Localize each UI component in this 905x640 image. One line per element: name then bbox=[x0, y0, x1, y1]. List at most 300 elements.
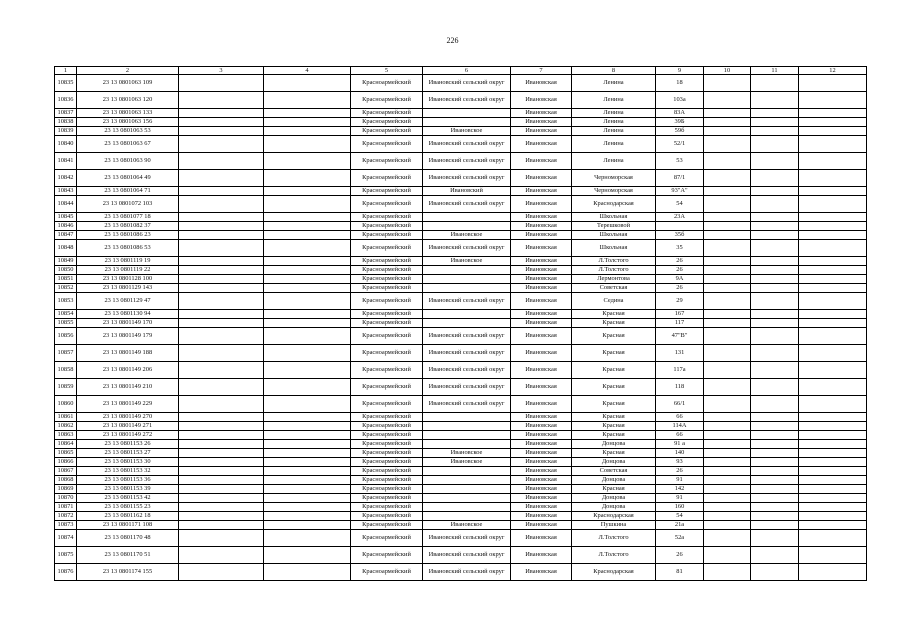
empty-cell bbox=[799, 293, 867, 310]
empty-cell bbox=[751, 431, 799, 440]
village-cell: Ивановская bbox=[511, 75, 572, 92]
table-row bbox=[55, 153, 867, 170]
empty-cell bbox=[179, 413, 264, 422]
empty-cell bbox=[704, 345, 751, 362]
empty-cell bbox=[264, 503, 351, 512]
house-number-cell: 117а bbox=[656, 362, 704, 379]
empty-cell bbox=[799, 422, 867, 431]
village-cell: Ивановская bbox=[511, 222, 572, 231]
record-number-cell: 10850 bbox=[55, 266, 77, 275]
empty-cell bbox=[799, 266, 867, 275]
empty-cell bbox=[264, 345, 351, 362]
village-cell: Ивановская bbox=[511, 449, 572, 458]
empty-cell bbox=[704, 275, 751, 284]
table-row bbox=[55, 319, 867, 328]
empty-cell bbox=[179, 222, 264, 231]
cadastral-number-cell: 23 13 0801162 18 bbox=[77, 512, 179, 521]
registry-table bbox=[54, 66, 867, 581]
table-row bbox=[55, 449, 867, 458]
table-row bbox=[55, 136, 867, 153]
empty-cell bbox=[751, 170, 799, 187]
empty-cell bbox=[704, 328, 751, 345]
record-number-cell: 10838 bbox=[55, 118, 77, 127]
record-number-cell: 10844 bbox=[55, 196, 77, 213]
village-cell: Ивановская bbox=[511, 345, 572, 362]
empty-cell bbox=[751, 293, 799, 310]
district-cell: Красноармейский bbox=[351, 222, 423, 231]
district-cell: Красноармейский bbox=[351, 422, 423, 431]
village-cell: Ивановская bbox=[511, 257, 572, 266]
village-cell: Ивановская bbox=[511, 422, 572, 431]
village-cell: Ивановская bbox=[511, 153, 572, 170]
settlement-cell bbox=[423, 222, 511, 231]
district-cell: Красноармейский bbox=[351, 345, 423, 362]
house-number-cell: 59б bbox=[656, 127, 704, 136]
empty-cell bbox=[179, 564, 264, 581]
column-header: 1 bbox=[55, 67, 77, 75]
empty-cell bbox=[704, 284, 751, 293]
settlement-cell: Ивановский сельский округ bbox=[423, 564, 511, 581]
empty-cell bbox=[751, 75, 799, 92]
village-cell: Ивановская bbox=[511, 284, 572, 293]
empty-cell bbox=[179, 431, 264, 440]
village-cell: Ивановская bbox=[511, 266, 572, 275]
district-cell: Красноармейский bbox=[351, 75, 423, 92]
cadastral-number-cell: 23 13 0801128 100 bbox=[77, 275, 179, 284]
district-cell: Красноармейский bbox=[351, 293, 423, 310]
empty-cell bbox=[704, 109, 751, 118]
table-row bbox=[55, 257, 867, 266]
table-row bbox=[55, 530, 867, 547]
empty-cell bbox=[751, 196, 799, 213]
empty-cell bbox=[264, 379, 351, 396]
street-cell: Черноморская bbox=[572, 187, 656, 196]
empty-cell bbox=[704, 413, 751, 422]
village-cell: Ивановская bbox=[511, 362, 572, 379]
house-number-cell: 9А bbox=[656, 275, 704, 284]
settlement-cell: Ивановский сельский округ bbox=[423, 362, 511, 379]
table-row bbox=[55, 293, 867, 310]
empty-cell bbox=[264, 213, 351, 222]
empty-cell bbox=[799, 328, 867, 345]
house-number-cell: 54 bbox=[656, 196, 704, 213]
house-number-cell: 131 bbox=[656, 345, 704, 362]
cadastral-number-cell: 23 13 0801063 120 bbox=[77, 92, 179, 109]
empty-cell bbox=[179, 345, 264, 362]
empty-cell bbox=[704, 266, 751, 275]
empty-cell bbox=[179, 196, 264, 213]
column-header: 9 bbox=[656, 67, 704, 75]
empty-cell bbox=[264, 153, 351, 170]
empty-cell bbox=[179, 75, 264, 92]
empty-cell bbox=[751, 310, 799, 319]
street-cell: Красная bbox=[572, 319, 656, 328]
empty-cell bbox=[179, 485, 264, 494]
village-cell: Ивановская bbox=[511, 213, 572, 222]
village-cell: Ивановская bbox=[511, 328, 572, 345]
street-cell: Красная bbox=[572, 422, 656, 431]
table-row bbox=[55, 476, 867, 485]
cadastral-number-cell: 23 13 0801153 27 bbox=[77, 449, 179, 458]
column-header: 4 bbox=[264, 67, 351, 75]
table-row bbox=[55, 213, 867, 222]
table-row bbox=[55, 362, 867, 379]
district-cell: Красноармейский bbox=[351, 449, 423, 458]
house-number-cell: 87/1 bbox=[656, 170, 704, 187]
house-number-cell: 66 bbox=[656, 413, 704, 422]
house-number-cell: 118 bbox=[656, 379, 704, 396]
table-row bbox=[55, 431, 867, 440]
record-number-cell: 10856 bbox=[55, 328, 77, 345]
street-cell: Донцова bbox=[572, 494, 656, 503]
empty-cell bbox=[704, 440, 751, 449]
column-header: 12 bbox=[799, 67, 867, 75]
village-cell: Ивановская bbox=[511, 240, 572, 257]
settlement-cell: Ивановский сельский округ bbox=[423, 153, 511, 170]
empty-cell bbox=[704, 75, 751, 92]
settlement-cell bbox=[423, 284, 511, 293]
table-row bbox=[55, 310, 867, 319]
empty-cell bbox=[751, 476, 799, 485]
empty-cell bbox=[704, 379, 751, 396]
cadastral-number-cell: 23 13 0801149 170 bbox=[77, 319, 179, 328]
house-number-cell: 91 bbox=[656, 476, 704, 485]
empty-cell bbox=[751, 413, 799, 422]
empty-cell bbox=[179, 266, 264, 275]
table-row bbox=[55, 494, 867, 503]
record-number-cell: 10842 bbox=[55, 170, 77, 187]
table-row bbox=[55, 328, 867, 345]
empty-cell bbox=[751, 458, 799, 467]
cadastral-number-cell: 23 13 0801171 108 bbox=[77, 521, 179, 530]
house-number-cell: 66 bbox=[656, 431, 704, 440]
record-number-cell: 10852 bbox=[55, 284, 77, 293]
settlement-cell bbox=[423, 109, 511, 118]
empty-cell bbox=[799, 92, 867, 109]
settlement-cell bbox=[423, 310, 511, 319]
record-number-cell: 10849 bbox=[55, 257, 77, 266]
empty-cell bbox=[704, 547, 751, 564]
record-number-cell: 10875 bbox=[55, 547, 77, 564]
empty-cell bbox=[751, 512, 799, 521]
empty-cell bbox=[751, 213, 799, 222]
empty-cell bbox=[179, 127, 264, 136]
column-header: 2 bbox=[77, 67, 179, 75]
street-cell: Л.Толстого bbox=[572, 547, 656, 564]
street-cell: Ленина bbox=[572, 92, 656, 109]
table-row bbox=[55, 187, 867, 196]
settlement-cell bbox=[423, 413, 511, 422]
village-cell: Ивановская bbox=[511, 275, 572, 284]
record-number-cell: 10847 bbox=[55, 231, 77, 240]
settlement-cell: Ивановский сельский округ bbox=[423, 345, 511, 362]
table-row bbox=[55, 266, 867, 275]
record-number-cell: 10839 bbox=[55, 127, 77, 136]
district-cell: Красноармейский bbox=[351, 494, 423, 503]
cadastral-number-cell: 23 13 0801149 229 bbox=[77, 396, 179, 413]
house-number-cell: 26 bbox=[656, 284, 704, 293]
empty-cell bbox=[179, 293, 264, 310]
district-cell: Красноармейский bbox=[351, 512, 423, 521]
cadastral-number-cell: 23 13 0801149 179 bbox=[77, 328, 179, 345]
settlement-cell bbox=[423, 476, 511, 485]
cadastral-number-cell: 23 13 0801063 67 bbox=[77, 136, 179, 153]
table-row bbox=[55, 127, 867, 136]
cadastral-number-cell: 23 13 0801149 210 bbox=[77, 379, 179, 396]
record-number-cell: 10853 bbox=[55, 293, 77, 310]
empty-cell bbox=[179, 257, 264, 266]
village-cell: Ивановская bbox=[511, 494, 572, 503]
empty-cell bbox=[799, 213, 867, 222]
village-cell: Ивановская bbox=[511, 170, 572, 187]
empty-cell bbox=[751, 222, 799, 231]
village-cell: Ивановская bbox=[511, 379, 572, 396]
empty-cell bbox=[751, 240, 799, 257]
empty-cell bbox=[751, 362, 799, 379]
village-cell: Ивановская bbox=[511, 396, 572, 413]
empty-cell bbox=[264, 92, 351, 109]
empty-cell bbox=[799, 118, 867, 127]
district-cell: Красноармейский bbox=[351, 547, 423, 564]
empty-cell bbox=[179, 396, 264, 413]
house-number-cell: 52а bbox=[656, 530, 704, 547]
settlement-cell: Ивановский сельский округ bbox=[423, 240, 511, 257]
record-number-cell: 10862 bbox=[55, 422, 77, 431]
district-cell: Красноармейский bbox=[351, 396, 423, 413]
district-cell: Красноармейский bbox=[351, 521, 423, 530]
record-number-cell: 10876 bbox=[55, 564, 77, 581]
table-row bbox=[55, 275, 867, 284]
empty-cell bbox=[264, 109, 351, 118]
empty-cell bbox=[264, 328, 351, 345]
cadastral-number-cell: 23 13 0801149 271 bbox=[77, 422, 179, 431]
record-number-cell: 10858 bbox=[55, 362, 77, 379]
empty-cell bbox=[799, 196, 867, 213]
street-cell: Красная bbox=[572, 413, 656, 422]
empty-cell bbox=[751, 345, 799, 362]
empty-cell bbox=[799, 257, 867, 266]
empty-cell bbox=[704, 458, 751, 467]
record-number-cell: 10845 bbox=[55, 213, 77, 222]
village-cell: Ивановская bbox=[511, 293, 572, 310]
cadastral-number-cell: 23 13 0801119 22 bbox=[77, 266, 179, 275]
empty-cell bbox=[799, 458, 867, 467]
district-cell: Красноармейский bbox=[351, 379, 423, 396]
district-cell: Красноармейский bbox=[351, 503, 423, 512]
empty-cell bbox=[799, 153, 867, 170]
village-cell: Ивановская bbox=[511, 564, 572, 581]
settlement-cell: Ивановский сельский округ bbox=[423, 136, 511, 153]
column-header: 8 bbox=[572, 67, 656, 75]
empty-cell bbox=[179, 503, 264, 512]
village-cell: Ивановская bbox=[511, 310, 572, 319]
village-cell: Ивановская bbox=[511, 231, 572, 240]
village-cell: Ивановская bbox=[511, 530, 572, 547]
settlement-cell: Ивановское bbox=[423, 257, 511, 266]
record-number-cell: 10835 bbox=[55, 75, 77, 92]
record-number-cell: 10837 bbox=[55, 109, 77, 118]
cadastral-number-cell: 23 13 0801129 143 bbox=[77, 284, 179, 293]
house-number-cell: 81 bbox=[656, 564, 704, 581]
empty-cell bbox=[264, 284, 351, 293]
empty-cell bbox=[751, 275, 799, 284]
cadastral-number-cell: 23 13 0801149 206 bbox=[77, 362, 179, 379]
street-cell: Красная bbox=[572, 345, 656, 362]
cadastral-number-cell: 23 13 0801077 18 bbox=[77, 213, 179, 222]
street-cell: Лермонтова bbox=[572, 275, 656, 284]
empty-cell bbox=[179, 521, 264, 530]
street-cell: Ленина bbox=[572, 153, 656, 170]
empty-cell bbox=[264, 222, 351, 231]
settlement-cell bbox=[423, 485, 511, 494]
house-number-cell: 21а bbox=[656, 521, 704, 530]
empty-cell bbox=[264, 467, 351, 476]
village-cell: Ивановская bbox=[511, 431, 572, 440]
house-number-cell: 142 bbox=[656, 485, 704, 494]
empty-cell bbox=[704, 521, 751, 530]
district-cell: Красноармейский bbox=[351, 467, 423, 476]
district-cell: Красноармейский bbox=[351, 127, 423, 136]
empty-cell bbox=[704, 196, 751, 213]
empty-cell bbox=[179, 310, 264, 319]
empty-cell bbox=[264, 231, 351, 240]
cadastral-number-cell: 23 13 0801072 103 bbox=[77, 196, 179, 213]
empty-cell bbox=[704, 187, 751, 196]
table-row bbox=[55, 564, 867, 581]
village-cell: Ивановская bbox=[511, 467, 572, 476]
empty-cell bbox=[704, 293, 751, 310]
cadastral-number-cell: 23 13 0801155 23 bbox=[77, 503, 179, 512]
empty-cell bbox=[704, 530, 751, 547]
empty-cell bbox=[179, 449, 264, 458]
district-cell: Красноармейский bbox=[351, 413, 423, 422]
street-cell: Красная bbox=[572, 431, 656, 440]
empty-cell bbox=[179, 440, 264, 449]
cadastral-number-cell: 23 13 0801082 37 bbox=[77, 222, 179, 231]
cadastral-number-cell: 23 13 0801149 188 bbox=[77, 345, 179, 362]
empty-cell bbox=[264, 431, 351, 440]
empty-cell bbox=[799, 187, 867, 196]
cadastral-number-cell: 23 13 0801086 53 bbox=[77, 240, 179, 257]
empty-cell bbox=[751, 379, 799, 396]
house-number-cell: 103а bbox=[656, 92, 704, 109]
empty-cell bbox=[179, 494, 264, 503]
empty-cell bbox=[799, 512, 867, 521]
empty-cell bbox=[264, 449, 351, 458]
street-cell: Школьная bbox=[572, 231, 656, 240]
village-cell: Ивановская bbox=[511, 109, 572, 118]
record-number-cell: 10836 bbox=[55, 92, 77, 109]
street-cell: Донцова bbox=[572, 458, 656, 467]
cadastral-number-cell: 23 13 0801153 39 bbox=[77, 485, 179, 494]
settlement-cell bbox=[423, 319, 511, 328]
house-number-cell: 18 bbox=[656, 75, 704, 92]
street-cell: Советская bbox=[572, 284, 656, 293]
empty-cell bbox=[799, 284, 867, 293]
empty-cell bbox=[799, 275, 867, 284]
column-header: 6 bbox=[423, 67, 511, 75]
empty-cell bbox=[799, 467, 867, 476]
house-number-cell: 140 bbox=[656, 449, 704, 458]
village-cell: Ивановская bbox=[511, 521, 572, 530]
district-cell: Красноармейский bbox=[351, 319, 423, 328]
empty-cell bbox=[751, 396, 799, 413]
empty-cell bbox=[264, 170, 351, 187]
district-cell: Красноармейский bbox=[351, 564, 423, 581]
empty-cell bbox=[799, 485, 867, 494]
district-cell: Красноармейский bbox=[351, 257, 423, 266]
street-cell: Красная bbox=[572, 449, 656, 458]
empty-cell bbox=[751, 92, 799, 109]
empty-cell bbox=[799, 362, 867, 379]
street-cell: Ленина bbox=[572, 109, 656, 118]
district-cell: Красноармейский bbox=[351, 136, 423, 153]
settlement-cell bbox=[423, 503, 511, 512]
empty-cell bbox=[751, 449, 799, 458]
table-row bbox=[55, 458, 867, 467]
district-cell: Красноармейский bbox=[351, 275, 423, 284]
empty-cell bbox=[179, 109, 264, 118]
empty-cell bbox=[264, 136, 351, 153]
empty-cell bbox=[751, 153, 799, 170]
column-header: 10 bbox=[704, 67, 751, 75]
empty-cell bbox=[799, 494, 867, 503]
empty-cell bbox=[179, 170, 264, 187]
settlement-cell bbox=[423, 213, 511, 222]
cadastral-number-cell: 23 13 0801063 133 bbox=[77, 109, 179, 118]
table-row bbox=[55, 512, 867, 521]
district-cell: Красноармейский bbox=[351, 440, 423, 449]
district-cell: Красноармейский bbox=[351, 231, 423, 240]
house-number-cell: 93"А" bbox=[656, 187, 704, 196]
record-number-cell: 10864 bbox=[55, 440, 77, 449]
empty-cell bbox=[799, 136, 867, 153]
empty-cell bbox=[264, 266, 351, 275]
district-cell: Красноармейский bbox=[351, 213, 423, 222]
street-cell: Донцова bbox=[572, 440, 656, 449]
cadastral-number-cell: 23 13 0801153 26 bbox=[77, 440, 179, 449]
street-cell: Красная bbox=[572, 310, 656, 319]
table-row bbox=[55, 467, 867, 476]
empty-cell bbox=[179, 458, 264, 467]
settlement-cell bbox=[423, 494, 511, 503]
village-cell: Ивановская bbox=[511, 127, 572, 136]
empty-cell bbox=[799, 431, 867, 440]
empty-cell bbox=[264, 476, 351, 485]
record-number-cell: 10863 bbox=[55, 431, 77, 440]
empty-cell bbox=[799, 231, 867, 240]
settlement-cell: Ивановский сельский округ bbox=[423, 379, 511, 396]
street-cell: Л.Толстого bbox=[572, 530, 656, 547]
empty-cell bbox=[799, 109, 867, 118]
house-number-cell: 160 bbox=[656, 503, 704, 512]
empty-cell bbox=[179, 231, 264, 240]
table-body bbox=[55, 75, 867, 581]
settlement-cell bbox=[423, 440, 511, 449]
empty-cell bbox=[799, 449, 867, 458]
empty-cell bbox=[179, 118, 264, 127]
settlement-cell: Ивановский bbox=[423, 187, 511, 196]
district-cell: Красноармейский bbox=[351, 187, 423, 196]
street-cell: Школьная bbox=[572, 213, 656, 222]
settlement-cell bbox=[423, 422, 511, 431]
district-cell: Красноармейский bbox=[351, 328, 423, 345]
empty-cell bbox=[704, 240, 751, 257]
street-cell: Красная bbox=[572, 396, 656, 413]
empty-cell bbox=[704, 319, 751, 328]
empty-cell bbox=[264, 564, 351, 581]
table-row bbox=[55, 503, 867, 512]
